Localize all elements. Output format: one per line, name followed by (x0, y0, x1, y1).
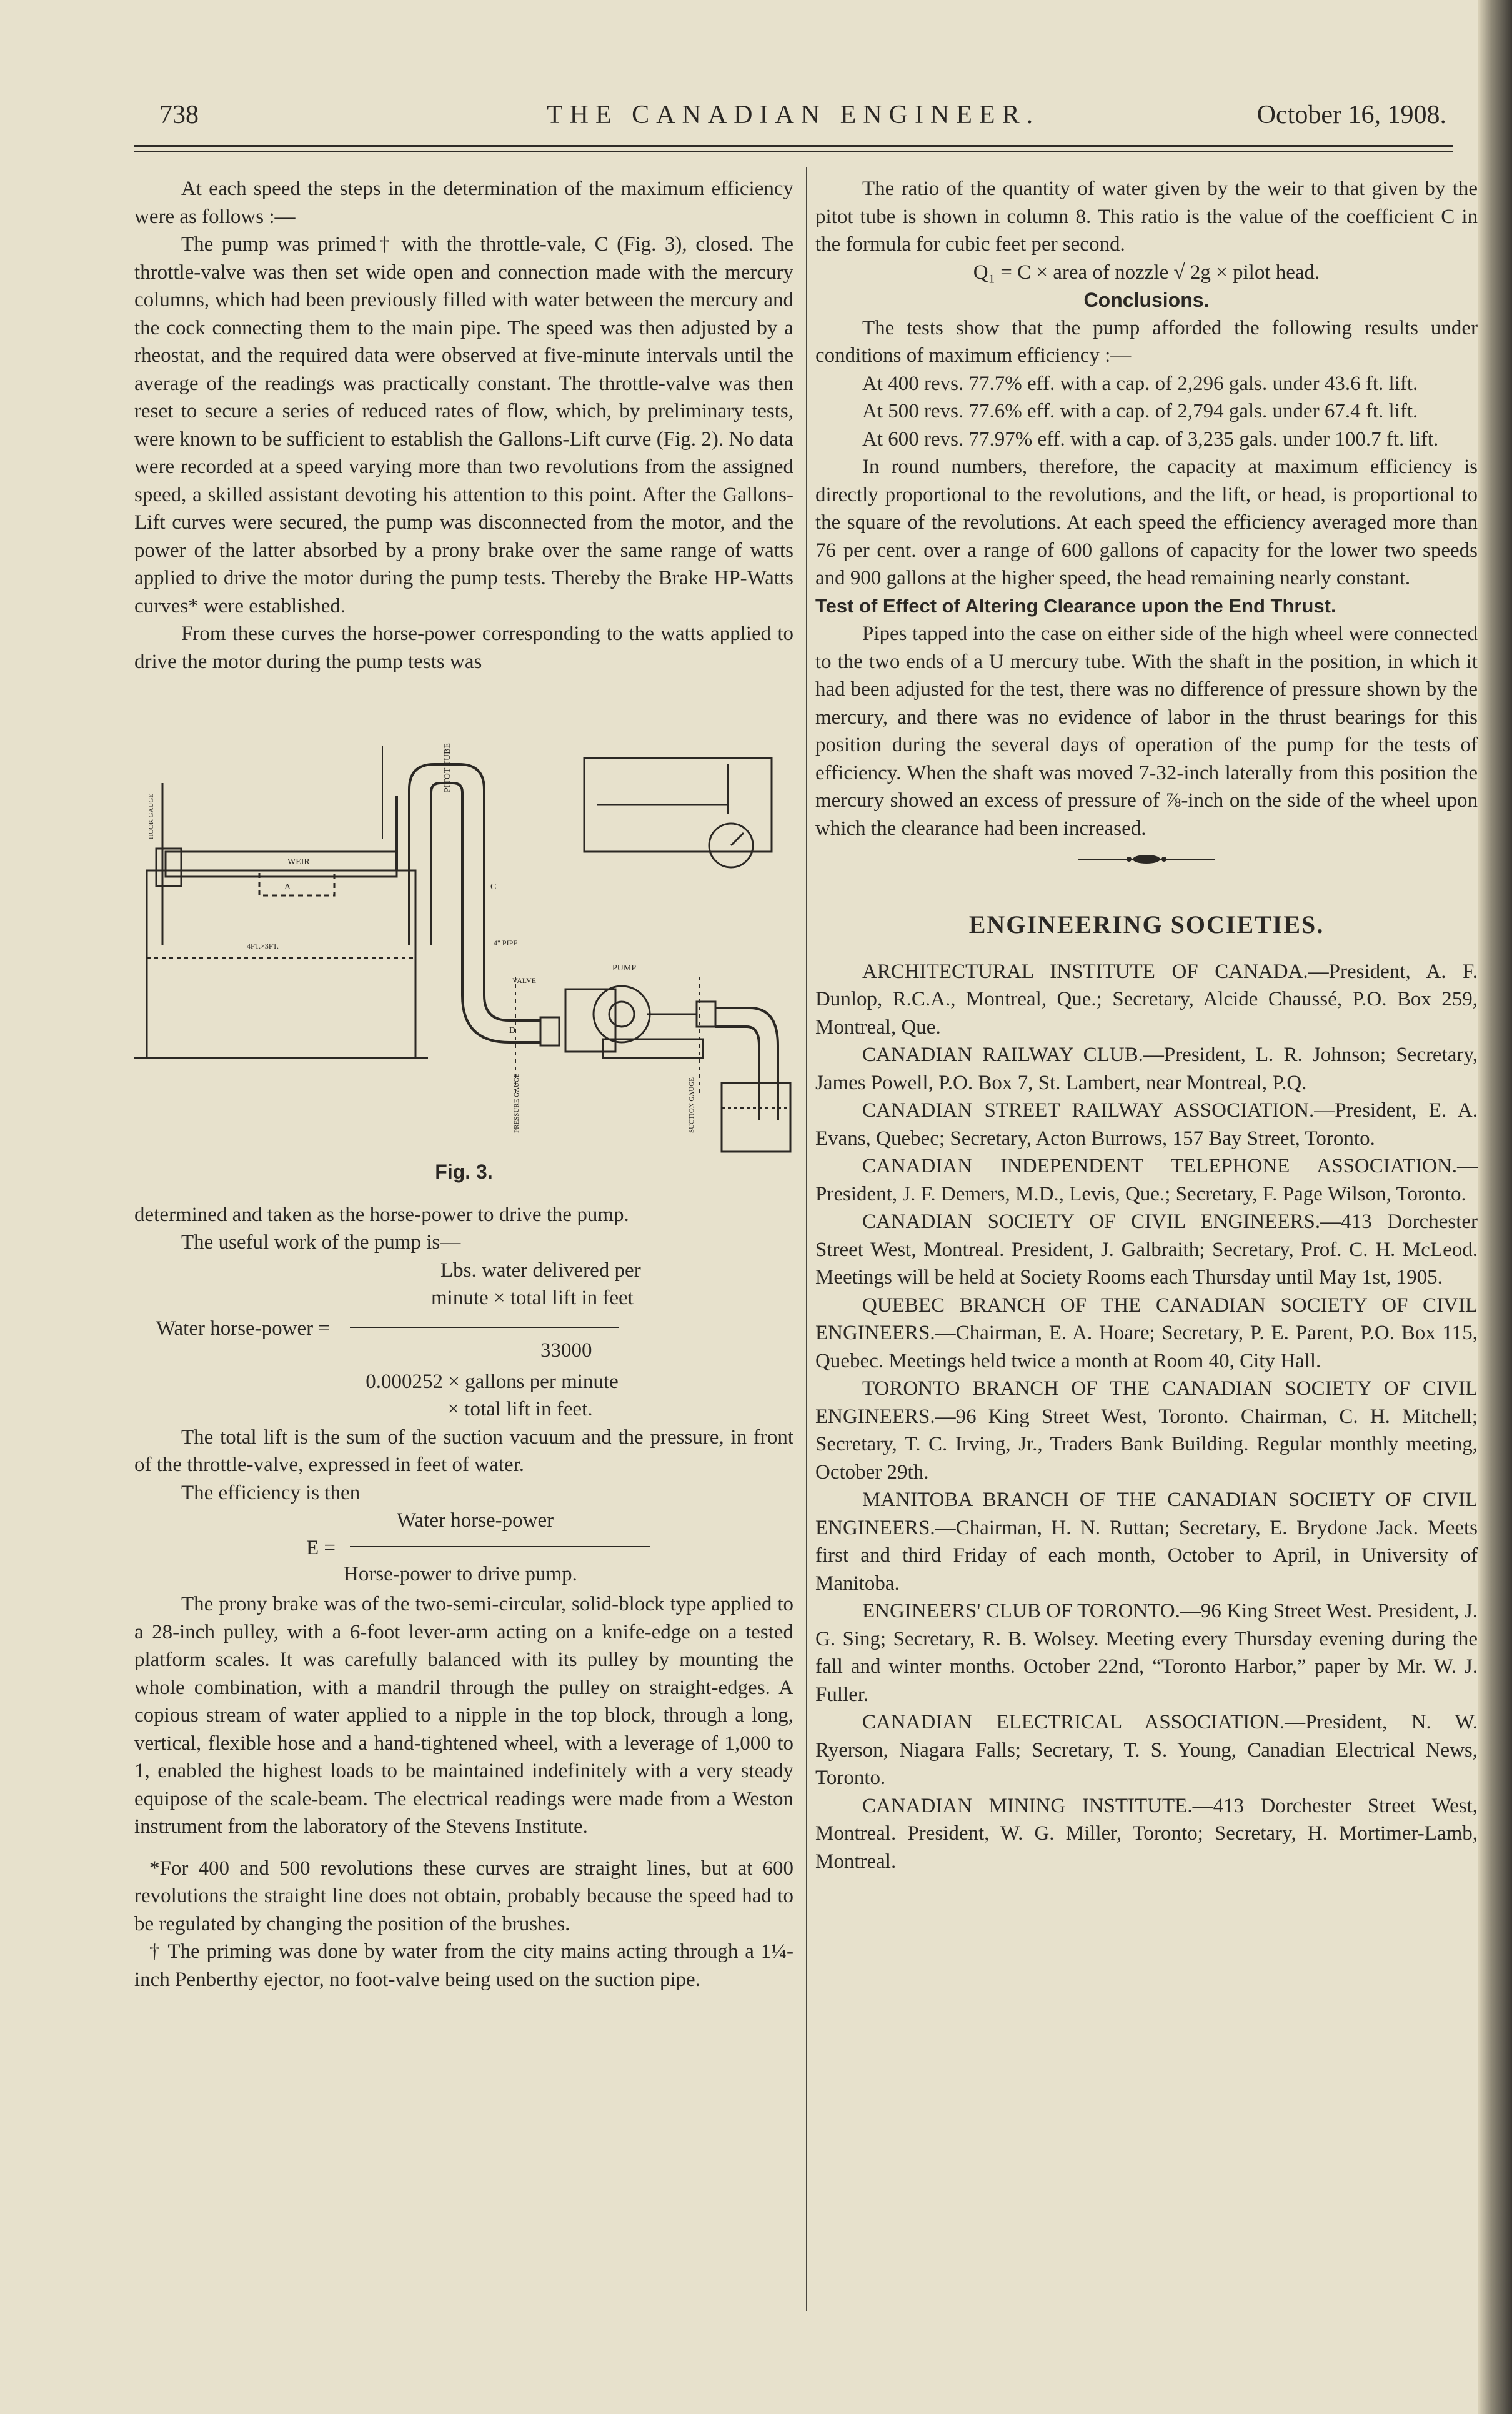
label-pressure-gauge: PRESSURE GAUGE (513, 1073, 520, 1133)
label-c: C (490, 882, 497, 892)
label-a: A (284, 882, 291, 892)
society-entry: CANADIAN ELECTRICAL ASSOCIATION.—President, N. W. Ryerson, Niagara Falls; Secretary, T. S. Young, Canadian Electrical News, Toronto. (815, 1711, 1478, 1789)
label-weir-dims: 4FT.×3FT. (247, 942, 279, 950)
suction-tank (722, 1083, 790, 1152)
paragraph: The ratio of the quantity of water given by the weir to that given by the pitot tube is shown in column 8. This ratio is the value of the coefficient C in the formula for cubic feet per second. (815, 177, 1478, 256)
label-suction-gauge: SUCTION GAUGE (688, 1077, 695, 1133)
footnote: † The priming was done by water from the city mains acting through a 1¼-inch Penberthy ejector, no foot-valve being used on the suction pipe. (134, 1940, 793, 1991)
paragraph: The useful work of the pump is— (181, 1231, 461, 1254)
weir-crest (166, 852, 397, 877)
apparatus-drawing (134, 683, 793, 1158)
water-horsepower-formula (134, 1257, 793, 1368)
formula-numerator-line2: minute × total lift in feet (431, 1286, 634, 1309)
end-thrust-heading: Test of Effect of Altering Clearance upon the End Thrust. (815, 594, 1336, 617)
page-number: 738 (159, 101, 199, 129)
society-entry: CANADIAN STREET RAILWAY ASSOCIATION.—President, E. A. Evans, Quebec; Secretary, Acton Burrows, 157 Bay Street, Toronto. (815, 1099, 1478, 1150)
figure-3-apparatus-diagram (134, 683, 793, 1158)
paragraph: The efficiency is then (181, 1481, 361, 1504)
paragraph: At each speed the steps in the determination of the maximum efficiency were as follows :— (134, 177, 793, 228)
pump-casing (594, 986, 650, 1042)
label-pump: PUMP (612, 964, 637, 973)
journal-title: THE CANADIAN ENGINEER. (547, 101, 1040, 129)
society-entry: CANADIAN SOCIETY OF CIVIL ENGINEERS.—413 Dorchester Street West, Montreal. President, J. Galbraith; Secretary, Prof. C. H. McLeod. Meetings will be held at Society Rooms each Thursday until May 1st, 1905. (815, 1210, 1478, 1289)
society-entry: CANADIAN MINING INSTITUTE.—413 Dorchester Street West, Montreal. President, W. G. Miller, Toronto; Secretary, H. Mortimer-Lamb, Montreal. (815, 1794, 1478, 1873)
header-rule (134, 145, 1453, 147)
conclusions-heading: Conclusions. (1083, 289, 1210, 311)
society-entry: MANITOBA BRANCH OF THE CANADIAN SOCIETY OF CIVIL ENGINEERS.—Chairman, H. N. Ruttan; Secretary, E. Brydone Jack. Meets first and third Friday of each month, October to April, in University of Manitoba. (815, 1489, 1478, 1595)
societies-heading: ENGINEERING SOCIETIES. (968, 910, 1325, 939)
formula-lhs: Water horse-power = (156, 1317, 331, 1340)
fraction-bar (350, 1546, 650, 1547)
valve-c (540, 1017, 559, 1045)
label-valve: VALVE (512, 976, 537, 985)
formula-line: 0.000252 × gallons per minute (366, 1370, 619, 1393)
paragraph: At 400 revs. 77.7% eff. with a cap. of 2,296 gals. under 43.6 ft. lift. (862, 372, 1418, 395)
paragraph: From these curves the horse-power corresponding to the watts applied to drive the motor during the pump tests was (134, 622, 793, 673)
pitot-formula: Q₁ = C × area of nozzle √ 2g × pilot head. (973, 261, 1320, 284)
page-header (159, 94, 1446, 144)
eff-numerator: Water horse-power (397, 1509, 554, 1532)
paragraph: Pipes tapped into the case on either side of the high wheel were connected to the two ends of a U mercury tube. With the shaft in the position, in which it had been adjusted for the test, there was no difference of pressure shown by the mercury, and there was no evidence of labor in the thrust bearings for this position during the several days of operation of the pump for the tests of efficiency. When the shaft was moved 7-32-inch laterally from this position the mercury showed an excess of pressure of ⅞-inch on the side of the wheel upon which the clearance had been increased. (815, 622, 1478, 840)
label-pitot-tube: PITOT TUBE (443, 743, 452, 792)
issue-date: October 16, 1908. (1256, 101, 1446, 129)
society-entry: QUEBEC BRANCH OF THE CANADIAN SOCIETY OF CIVIL ENGINEERS.—Chairman, E. A. Hoare; Secretary, P. E. Parent, P.O. Box 115, Quebec. Meetings held twice a month at Room 40, City Hall. (815, 1294, 1478, 1372)
label-weir: WEIR (287, 857, 310, 867)
paragraph: The tests show that the pump afforded the following results under conditions of maximum efficiency :— (815, 316, 1478, 367)
paragraph: The prony brake was of the two-semi-circular, solid-block type applied to a 28-inch pulley, with a 6-foot lever-arm acting on a knife-edge on a tested platform scales. It was carefully balanced with its pulley by mounting the whole combination, with a mandril through the pulley on straight-edges. A copious stream of water applied to a nipple in the top block, through a long, vertical, flexible hose and a hand-tightened wheel, with a leverage of 1,000 to 1, enabled the highest loads to be maintained indefinitely with a very steady equipose of the scale-beam. The electrical readings were made from a Weston instrument from the laboratory of the Stevens Institute. (134, 1593, 793, 1838)
formula-denominator: 33000 (540, 1339, 592, 1362)
paragraph: At 500 revs. 77.6% eff. with a cap. of 2,794 gals. under 67.4 ft. lift. (862, 400, 1418, 422)
paragraph: The total lift is the sum of the suction vacuum and the pressure, in front of the throttle-valve, expressed in feet of water. (134, 1425, 793, 1476)
footnote: *For 400 and 500 revolutions these curves are straight lines, but at 600 revolutions the straight line does not obtain, probably because the speed had to be regulated by changing the position of the brushes. (134, 1857, 793, 1935)
column-separator (806, 167, 807, 2311)
section-ornament (815, 849, 1478, 874)
right-column (815, 175, 1478, 1875)
society-entry: TORONTO BRANCH OF THE CANADIAN SOCIETY OF CIVIL ENGINEERS.—96 King Street West, Toronto. Chairman, C. H. Mitchell; Secretary, T. C. Irving, Jr., Traders Bank Building. Regular monthly meeting, October 29th. (815, 1377, 1478, 1484)
paragraph: In round numbers, therefore, the capacity at maximum efficiency is directly proportional to the revolutions, and the lift, or head, is proportional to the square of the revolutions. At each speed the efficiency averaged more than 76 per cent. over a range of 600 gallons of capacity for the lower two speeds and 900 gallons at the higher speed, the head remaining nearly constant. (815, 456, 1478, 589)
efficiency-formula (134, 1507, 793, 1590)
weir-tank (147, 870, 415, 1058)
eff-lhs: E = (306, 1537, 336, 1559)
formula-line: × total lift in feet. (447, 1398, 593, 1420)
eff-denominator: Horse-power to drive pump. (344, 1563, 577, 1585)
left-column (134, 175, 793, 1993)
society-entry: CANADIAN INDEPENDENT TELEPHONE ASSOCIATION.—President, J. F. Demers, M.D., Levis, Que.; Secretary, F. Page Wilson, Toronto. (815, 1155, 1478, 1205)
society-entry: ENGINEERS' CLUB OF TORONTO.—96 King Street West. President, J. G. Sing; Secretary, R. B. Wolsey. Meeting every Thursday evening during the fall and winter months. October 22nd, “Toronto Harbor,” paper by Mr. W. J. Fuller. (815, 1600, 1478, 1706)
paragraph: determined and taken as the horse-power to drive the pump. (134, 1203, 629, 1226)
society-entry: CANADIAN RAILWAY CLUB.—President, L. R. Johnson; Secretary, James Powell, P.O. Box 7, St. Lambert, near Montreal, P.Q. (815, 1044, 1478, 1094)
page-binding-edge (1478, 0, 1512, 2414)
figure-caption: Fig. 3. (435, 1160, 493, 1183)
label-pipe: 4" PIPE (494, 939, 518, 947)
society-list (815, 958, 1478, 1876)
society-entry: ARCHITECTURAL INSTITUTE OF CANADA.—President, A. F. Dunlop, R.C.A., Montreal, Que.; Secretary, Alcide Chaussé, P.O. Box 259, Montreal, Que. (815, 960, 1478, 1039)
label-hook-gauge: HOOK GAUGE (147, 793, 155, 839)
formula-numerator-line1: Lbs. water delivered per (440, 1259, 641, 1282)
fraction-bar (350, 1327, 619, 1328)
ornament-rule (1072, 850, 1221, 869)
label-d: D (509, 1026, 516, 1035)
paragraph: At 600 revs. 77.97% eff. with a cap. of 3,235 gals. under 100.7 ft. lift. (862, 427, 1439, 451)
header-rule-thin (134, 151, 1453, 152)
paragraph: The pump was primed† with the throttle-vale, C (Fig. 3), closed. The throttle-valve was then set wide open and connection made with the mercury columns, which had been previously filled with water between the mercury and the cock connecting them to the main pipe. The speed was then adjusted by a rheostat, and the required data were observed at five-minute intervals until the average of the readings was practically constant. The throttle-valve was then reset to secure a series of reduced rates of flow, which, by preliminary tests, were known to be sufficient to establish the Gallons-Lift curve (Fig. 2). No data were recorded at a speed varying more than two revolutions from the assigned speed, a skilled assistant devoting his attention to this point. After the Gallons-Lift curves were secured, the pump was disconnected from the motor, and the power of the latter absorbed by a prony brake over the same range of watts applied to drive the motor during the pump tests. Thereby the Brake HP-Watts curves* were established. (134, 233, 793, 617)
